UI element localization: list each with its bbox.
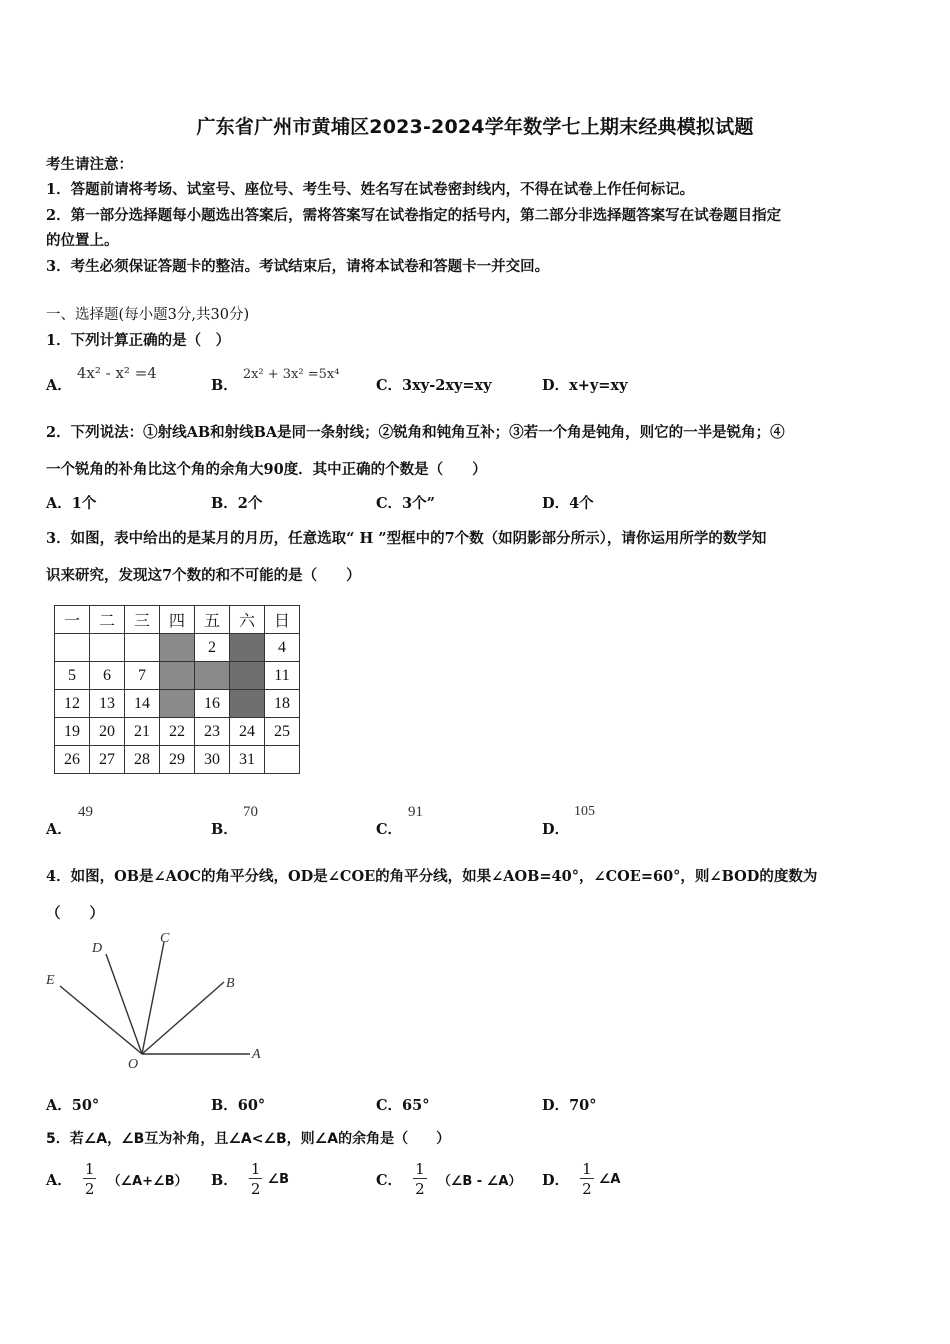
question-4-stem: 4．如图，OB是∠AOC的角平分线，OD是∠COE的角平分线，如果∠AOB=40°，∠COE=60°，则∠BOD的度数为 [46, 868, 818, 885]
question-1-stem: 1．下列计算正确的是（ ） [46, 332, 231, 349]
calendar-cell: 21 [125, 718, 160, 746]
calendar-cell: 18 [265, 690, 300, 718]
question-1-options [46, 364, 896, 404]
option-d[interactable] [542, 374, 628, 395]
calendar-cell: 11 [265, 662, 300, 690]
option-label: B． [211, 821, 238, 838]
option-text: （∠A+∠B） [107, 1174, 188, 1189]
question-2-options [46, 492, 896, 532]
option-label: D． [542, 377, 570, 394]
notice-heading: 考生请注意： [46, 156, 133, 173]
calendar-cell: 16 [195, 690, 230, 718]
option-c[interactable]: C．65° [376, 1097, 430, 1114]
question-3-stem: 识来研究，发现这7个数的和不可能的是（ ） [46, 567, 361, 584]
calendar-cell: 25 [265, 718, 300, 746]
option-b[interactable]: B．60° [211, 1097, 266, 1114]
calendar-cell: 19 [55, 718, 90, 746]
calendar-cell: 7 [125, 662, 160, 690]
notice-item: 3．考生必须保证答题卡的整洁。考试结束后，请将本试卷和答题卡一并交回。 [46, 258, 550, 275]
point-label-b: B [226, 976, 235, 991]
calendar-cell: 30 [195, 746, 230, 774]
fraction [580, 1160, 594, 1199]
calendar-row [55, 690, 300, 718]
calendar-cell: 13 [90, 690, 125, 718]
option-expression: 4x² - x² =4 [76, 364, 157, 382]
option-label: D． [542, 821, 570, 838]
calendar-cell: 14 [125, 690, 160, 718]
option-a-value: 49 [78, 804, 93, 820]
option-label: C． [376, 377, 403, 394]
calendar-cell: 29 [160, 746, 195, 774]
fraction [83, 1160, 97, 1199]
calendar-row [55, 634, 300, 662]
calendar-cell: 22 [160, 718, 195, 746]
calendar-header-cell: 日 [265, 606, 300, 634]
option-label: C． [376, 1172, 403, 1189]
question-3-options [46, 806, 896, 846]
calendar-cell: 5 [55, 662, 90, 690]
calendar-cell [55, 634, 90, 662]
calendar-cell-shaded [160, 690, 195, 718]
calendar-cell: 24 [230, 718, 265, 746]
fraction-numerator: 1 [250, 1160, 261, 1178]
option-b[interactable]: B．2个 [211, 495, 263, 512]
option-label: C． [376, 821, 403, 838]
option-expression: 2x² + 3x² =5x⁴ [242, 367, 340, 382]
point-label-o: O [128, 1057, 139, 1072]
option-b[interactable] [211, 367, 340, 395]
calendar-row [55, 718, 300, 746]
option-c[interactable] [376, 818, 402, 839]
notice-item: 2．第一部分选择题每小题选出答案后，需将答案写在试卷指定的括号内，第二部分非选择题答案写在试卷题目指定 [46, 207, 782, 224]
calendar-cell: 27 [90, 746, 125, 774]
option-d[interactable]: D．4个 [542, 495, 594, 512]
calendar-cell: 28 [125, 746, 160, 774]
option-label: B． [211, 377, 238, 394]
option-text: ∠B [267, 1172, 290, 1187]
option-c[interactable]: C．3个” [376, 495, 435, 512]
option-label: A． [46, 1172, 72, 1189]
option-d[interactable] [542, 818, 569, 839]
question-4-stem: （ ） [46, 905, 104, 922]
option-a[interactable] [46, 364, 157, 395]
calendar-cell: 12 [55, 690, 90, 718]
calendar-cell: 26 [55, 746, 90, 774]
option-d[interactable] [542, 1160, 620, 1199]
calendar-row [55, 662, 300, 690]
calendar-cell [90, 634, 125, 662]
notice-item: 1．答题前请将考场、试室号、座位号、考生号、姓名写在试卷密封线内，不得在试卷上作任何标记。 [46, 181, 695, 198]
calendar-cell: 2 [195, 634, 230, 662]
option-label: A． [46, 377, 72, 394]
option-label: A． [46, 821, 72, 838]
question-5-options [46, 1160, 896, 1210]
option-label: B． [211, 1172, 238, 1189]
question-3-stem: 3．如图，表中给出的是某月的月历，任意选取“ H ”型框中的7个数（如阴影部分所示），请你运用所学的数学知 [46, 530, 767, 547]
calendar-cell-shaded [230, 634, 265, 662]
option-c[interactable] [376, 1160, 521, 1199]
fraction-denominator: 2 [415, 1180, 425, 1198]
option-text: （∠B - ∠A） [437, 1174, 522, 1189]
notice-item: 的位置上。 [46, 232, 119, 249]
option-b[interactable] [211, 1160, 289, 1199]
option-d-value: 105 [574, 804, 595, 819]
option-c[interactable] [376, 374, 492, 395]
fraction-numerator: 1 [582, 1160, 592, 1178]
calendar-cell-shaded [230, 690, 265, 718]
option-a[interactable] [46, 1160, 188, 1199]
calendar-cell: 23 [195, 718, 230, 746]
point-label-c: C [160, 931, 170, 946]
angle-diagram [44, 930, 266, 1075]
calendar-cell [125, 634, 160, 662]
calendar-cell: 6 [90, 662, 125, 690]
calendar-header-cell: 一 [55, 606, 90, 634]
calendar-cell [265, 746, 300, 774]
fraction-denominator: 2 [582, 1180, 592, 1198]
option-text: 3xy-2xy=xy [402, 377, 492, 394]
calendar-cell: 4 [265, 634, 300, 662]
calendar-header-cell: 二 [90, 606, 125, 634]
section-heading: 一、选择题(每小题3分,共30分) [46, 307, 250, 323]
calendar-cell-shaded [160, 662, 195, 690]
option-a[interactable] [46, 818, 72, 839]
fraction-numerator: 1 [415, 1160, 425, 1178]
option-b-value: 70 [243, 804, 258, 820]
fraction-denominator: 2 [250, 1180, 261, 1198]
page-title: 广东省广州市黄埔区2023-2024学年数学七上期末经典模拟试题 [196, 116, 754, 138]
calendar-cell-shaded [195, 662, 230, 690]
point-label-e: E [46, 973, 55, 988]
option-a[interactable]: A．50° [46, 1097, 100, 1114]
question-2-stem: 一个锐角的补角比这个角的余角大90度．其中正确的个数是（ ） [46, 461, 487, 478]
point-label-a: A [252, 1047, 261, 1062]
calendar-table [54, 605, 300, 774]
calendar-cell: 20 [90, 718, 125, 746]
point-label-d: D [92, 941, 103, 956]
fraction [413, 1160, 427, 1199]
option-text: ∠A [598, 1172, 621, 1187]
calendar-cell-shaded [160, 634, 195, 662]
option-a[interactable]: A．1个 [46, 495, 97, 512]
option-c-value: 91 [408, 804, 423, 820]
question-5-stem: 5．若∠A，∠B互为补角，且∠A<∠B，则∠A的余角是（ ） [46, 1131, 451, 1147]
calendar-row [55, 746, 300, 774]
calendar-header-cell: 三 [125, 606, 160, 634]
fraction-denominator: 2 [84, 1180, 95, 1198]
calendar-cell-shaded [230, 662, 265, 690]
calendar-header-cell: 四 [160, 606, 195, 634]
calendar-header-row [55, 606, 300, 634]
option-b[interactable] [211, 818, 238, 839]
fraction-numerator: 1 [84, 1160, 95, 1178]
calendar-header-cell: 五 [195, 606, 230, 634]
calendar-cell: 31 [230, 746, 265, 774]
fraction [249, 1160, 263, 1199]
question-2-stem: 2．下列说法：①射线AB和射线BA是同一条射线；②锐角和钝角互补；③若一个角是钝角，则它的一半是锐角；④ [46, 424, 785, 441]
option-label: D． [542, 1172, 570, 1189]
option-d[interactable]: D．70° [542, 1097, 597, 1114]
calendar-header-cell: 六 [230, 606, 265, 634]
option-text: x+y=xy [569, 377, 628, 394]
